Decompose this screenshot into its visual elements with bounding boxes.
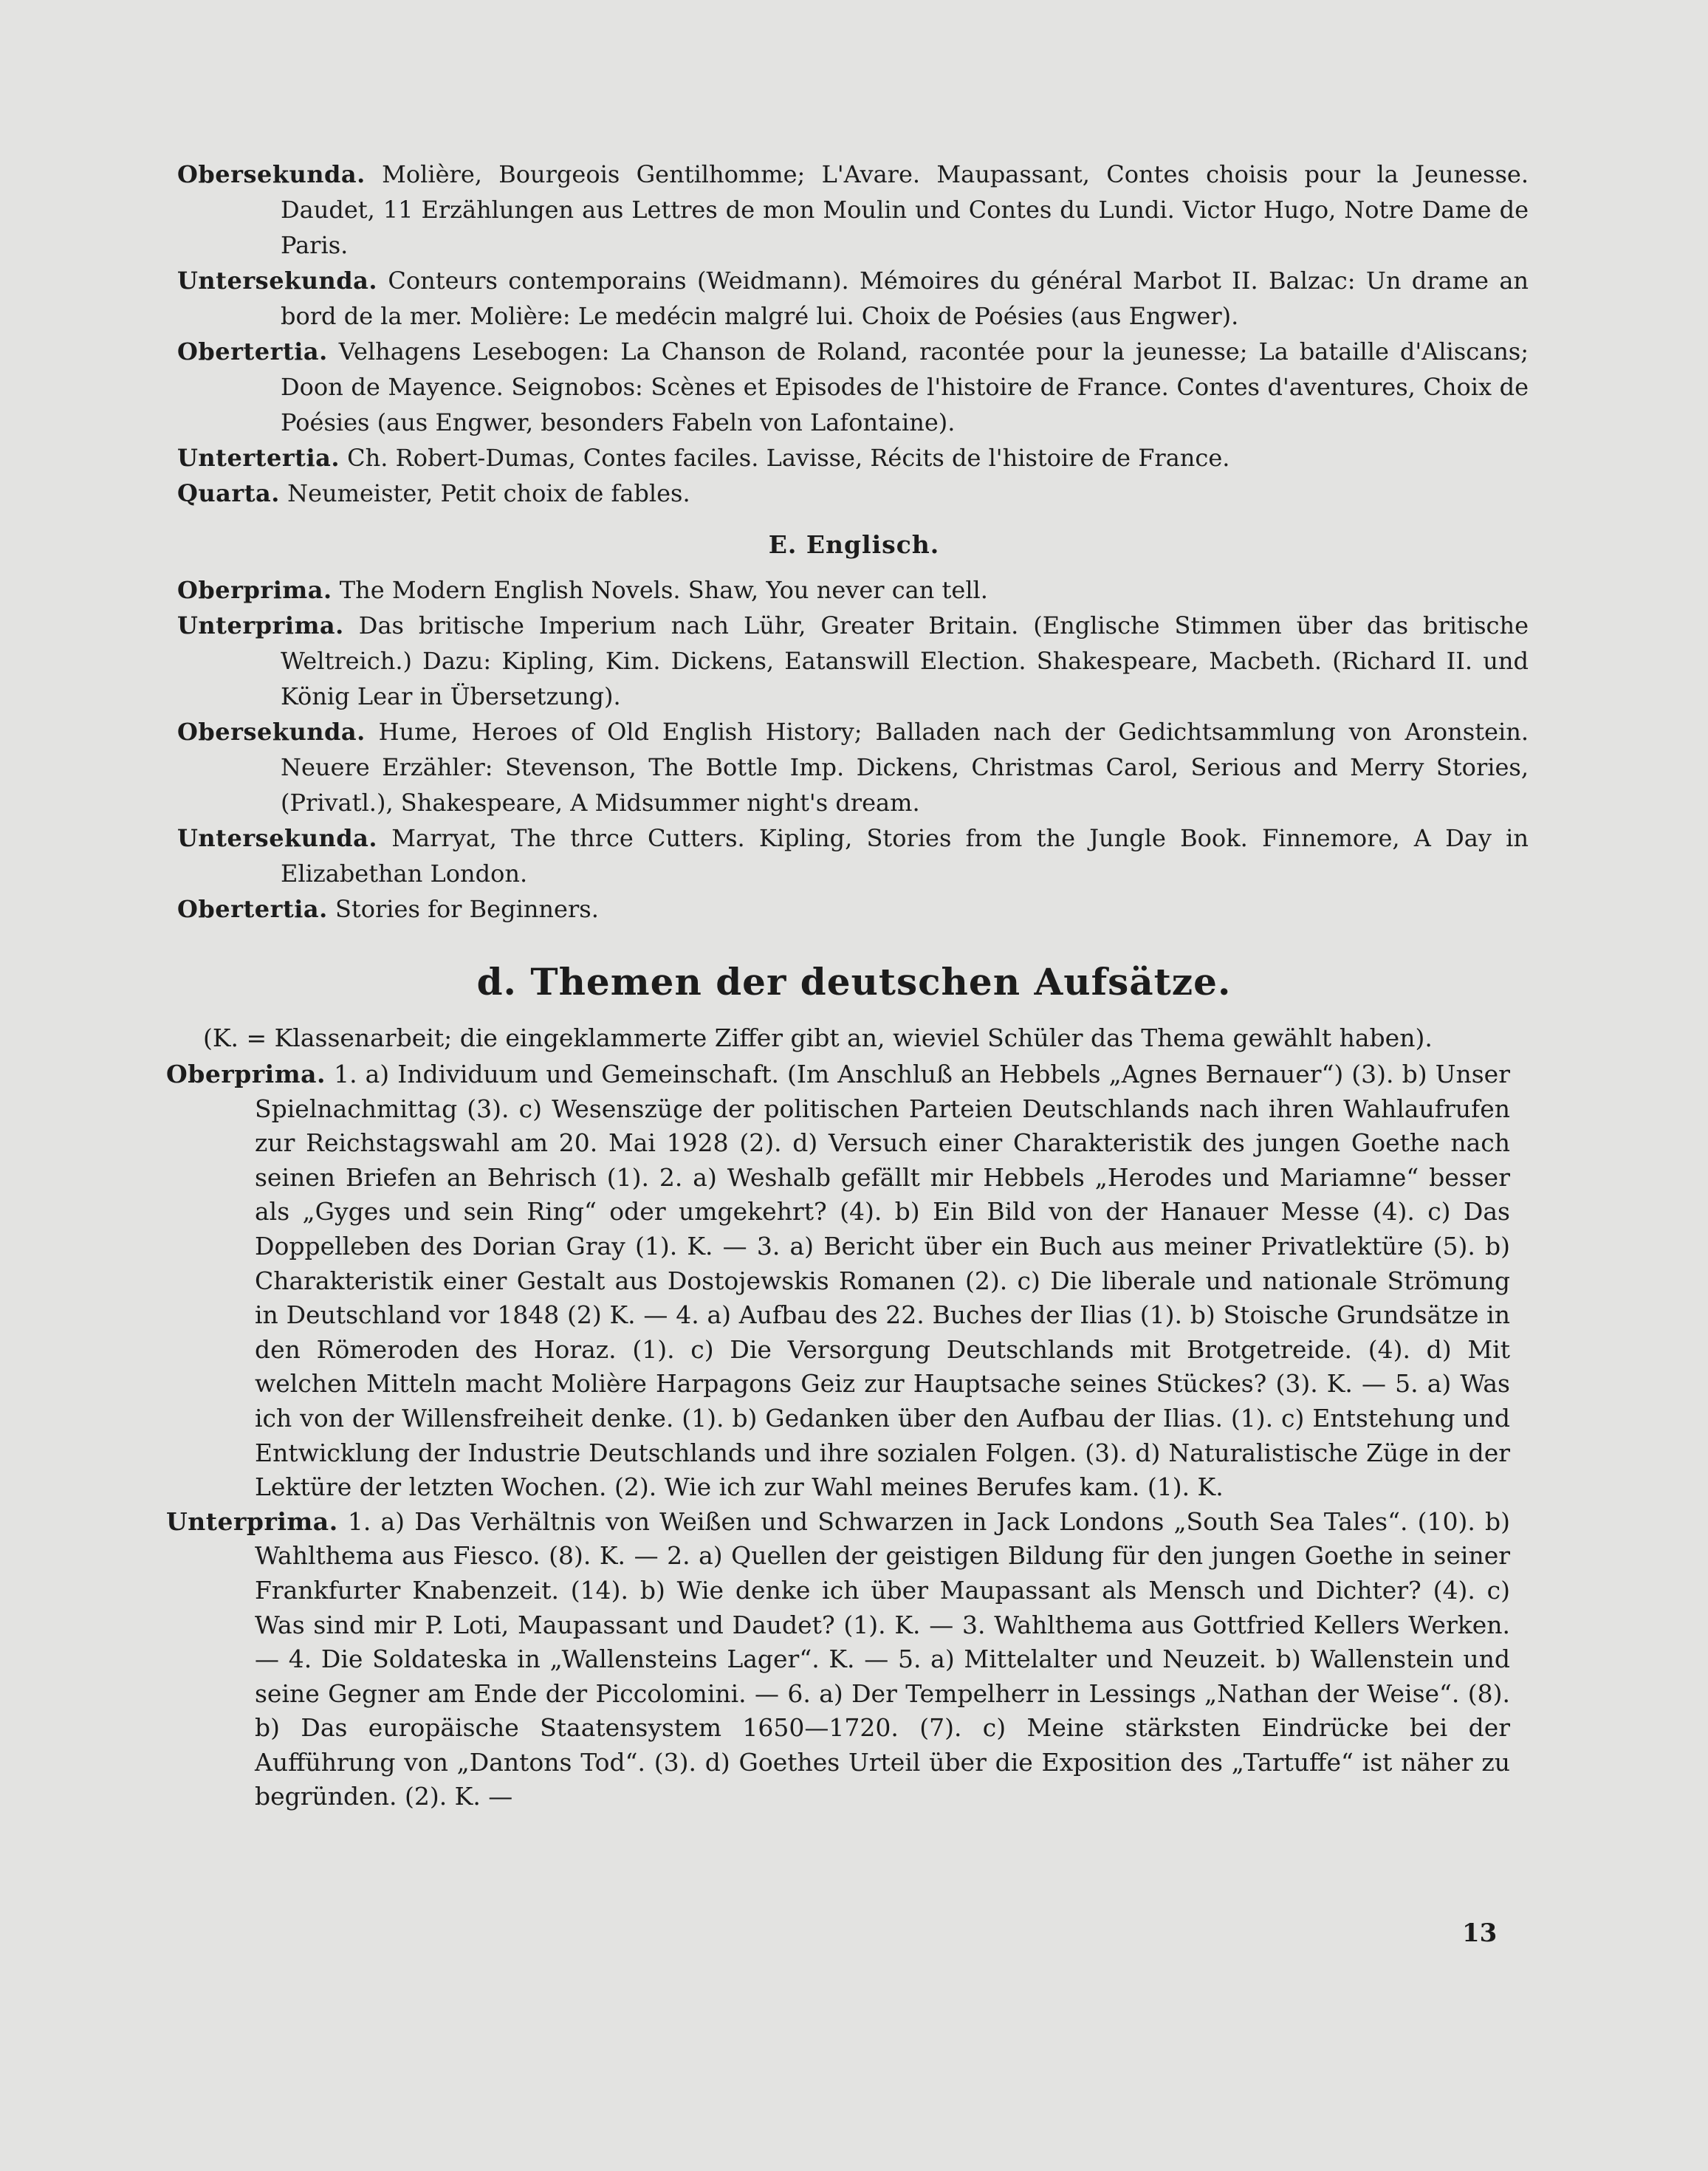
section-heading: d. Themen der deutschen Aufsätze. <box>476 960 1232 1004</box>
english-heading: E. Englisch. <box>768 530 940 559</box>
reading-text: Neumeister, Petit choix de fables. <box>287 479 690 507</box>
reading-entry <box>177 572 1529 608</box>
class-label: Oberprima. <box>166 1060 326 1088</box>
theme-text: 1. a) Das Verhältnis von Weißen und Schwarzen in Jack Londons „South Sea Tales“. (10). b) Wahlthema aus Fiesco. (8). K. — 2. a) Quellen der geistigen Bildung für den jungen Goethe in seiner Frankfurter Knabenzeit. (14). b) Wie denke ich über Maupassant als Mensch und Dichter? (4). c) Was sind mir P. Loti, Maupassant und Daudet? (1). K. — 3. Wahlthema aus Gottfried Kellers Werken. — 4. Die Soldateska in „Wallensteins Lager“. K. — 5. a) Mittelalter und Neuzeit. b) Wallenstein und seine Gegner am Ende der Piccolomini. — 6. a) Der Tempelherr in Lessings „Nathan der Weise“. (8). b) Das europäische Staatensystem 1650—1720. (7). c) Meine stärksten Eindrücke bei der Aufführung von „Dantons Tod“. (3). d) Goethes Urteil über die Exposition des „Tartuffe“ ist näher zu begründen. (2). K. — <box>255 1506 1510 1811</box>
reading-entry <box>177 476 1529 511</box>
legend-note: (K. = Klassenarbeit; die eingeklammerte Ziffer gibt an, wieviel Schüler das Thema gewählt haben). <box>203 1023 1433 1052</box>
french-reading-list <box>177 157 1529 511</box>
reading-text: Das britische Imperium nach Lühr, Greater Britain. (Englische Stimmen über das britische Weltreich.) Dazu: Kipling, Kim. Dickens, Eatanswill Election. Shakespeare, Macbeth. (Richard II. und König Lear in Übersetzung). <box>281 611 1529 710</box>
reading-text: Marryat, The thrce Cutters. Kipling, Stories from the Jungle Book. Finnemore, A Day in Elizabethan London. <box>281 824 1529 888</box>
class-label: Obersekunda. <box>177 160 366 188</box>
reading-entry <box>177 440 1529 476</box>
class-label: Obertertia. <box>177 895 328 923</box>
reading-text: Conteurs contemporains (Weidmann). Mémoires du général Marbot II. Balzac: Un drame an bord de la mer. Molière: Le medécin malgré lui. Choix de Poésies (aus Engwer). <box>281 267 1529 330</box>
reading-entry <box>177 714 1529 820</box>
class-label: Obersekunda. <box>177 718 366 746</box>
theme-entry <box>166 1057 1510 1505</box>
reading-text: Ch. Robert-Dumas, Contes faciles. Lavisse, Récits de l'histoire de France. <box>347 444 1230 472</box>
class-label: Quarta. <box>177 479 280 507</box>
class-label: Untertertia. <box>177 444 340 472</box>
reading-entry <box>177 334 1529 440</box>
reading-entry <box>177 608 1529 714</box>
class-label: Unterprima. <box>177 611 344 639</box>
reading-entry <box>177 263 1529 334</box>
class-label: Obertertia. <box>177 337 328 366</box>
reading-entry <box>177 820 1529 891</box>
reading-entry <box>177 157 1529 263</box>
theme-entry <box>166 1505 1510 1814</box>
english-reading-list <box>177 572 1529 927</box>
reading-text: Hume, Heroes of Old English History; Balladen nach der Gedichtsammlung von Aronstein. Neuere Erzähler: Stevenson, The Bottle Imp. Dickens, Christmas Carol, Serious and Merry Stories, (Privatl.), Shakespeare, A Midsummer night's dream. <box>281 718 1529 817</box>
reading-text: The Modern English Novels. Shaw, You never can tell. <box>339 576 988 604</box>
reading-entry <box>177 891 1529 927</box>
class-label: Unterprima. <box>166 1506 338 1536</box>
reading-text: Stories for Beginners. <box>335 895 599 923</box>
reading-text: Velhagens Lesebogen: La Chanson de Roland, racontée pour la jeunesse; La bataille d'Aliscans; Doon de Mayence. Seignobos: Scènes et Episodes de l'histoire de France. Contes d'aventures, Choix de Poésies (aus Engwer, besonders Fabeln von Lafontaine). <box>281 337 1529 436</box>
class-label: Untersekunda. <box>177 267 377 295</box>
page-number: 13 <box>1462 1918 1498 1948</box>
reading-text: Molière, Bourgeois Gentilhomme; L'Avare. Maupassant, Contes choisis pour la Jeunesse. Daudet, 11 Erzählungen aus Lettres de mon Moulin und Contes du Lundi. Victor Hugo, Notre Dame de Paris. <box>281 160 1529 259</box>
class-label: Untersekunda. <box>177 824 377 852</box>
theme-text: 1. a) Individuum und Gemeinschaft. (Im Anschluß an Hebbels „Agnes Bernauer“) (3). b) Unser Spielnachmittag (3). c) Wesenszüge der politischen Parteien Deutschlands nach ihren Wahlaufrufen zur Reichstagswahl am 20. Mai 1928 (2). d) Versuch einer Charakteristik des jungen Goethe nach seinen Briefen an Behrisch (1). 2. a) Weshalb gefällt mir Hebbels „Herodes und Mariamne“ besser als „Gyges und sein Ring“ oder umgekehrt? (4). b) Ein Bild von der Hanauer Messe (4). c) Das Doppelleben des Dorian Gray (1). K. — 3. a) Bericht über ein Buch aus meiner Privatlektüre (5). b) Charakteristik einer Gestalt aus Dostojewskis Romanen (2). c) Die liberale und nationale Strömung in Deutschland vor 1848 (2) K. — 4. a) Aufbau des 22. Buches der Ilias (1). b) Stoische Grundsätze in den Römeroden des Horaz. (1). c) Die Versorgung Deutschlands mit Brotgetreide. (4). d) Mit welchen Mitteln macht Molière Harpagons Geiz zur Hauptsache seines Stückes? (3). K. — 5. a) Was ich von der Willensfreiheit denke. (1). b) Gedanken über den Aufbau der Ilias. (1). c) Entstehung und Entwicklung der Industrie Deutschlands und ihre sozialen Folgen. (3). d) Naturalistische Züge in der Lektüre der letzten Wochen. (2). Wie ich zur Wahl meines Berufes kam. (1). K. <box>255 1060 1510 1502</box>
class-label: Oberprima. <box>177 576 332 604</box>
essay-themes-list <box>166 1057 1510 1814</box>
